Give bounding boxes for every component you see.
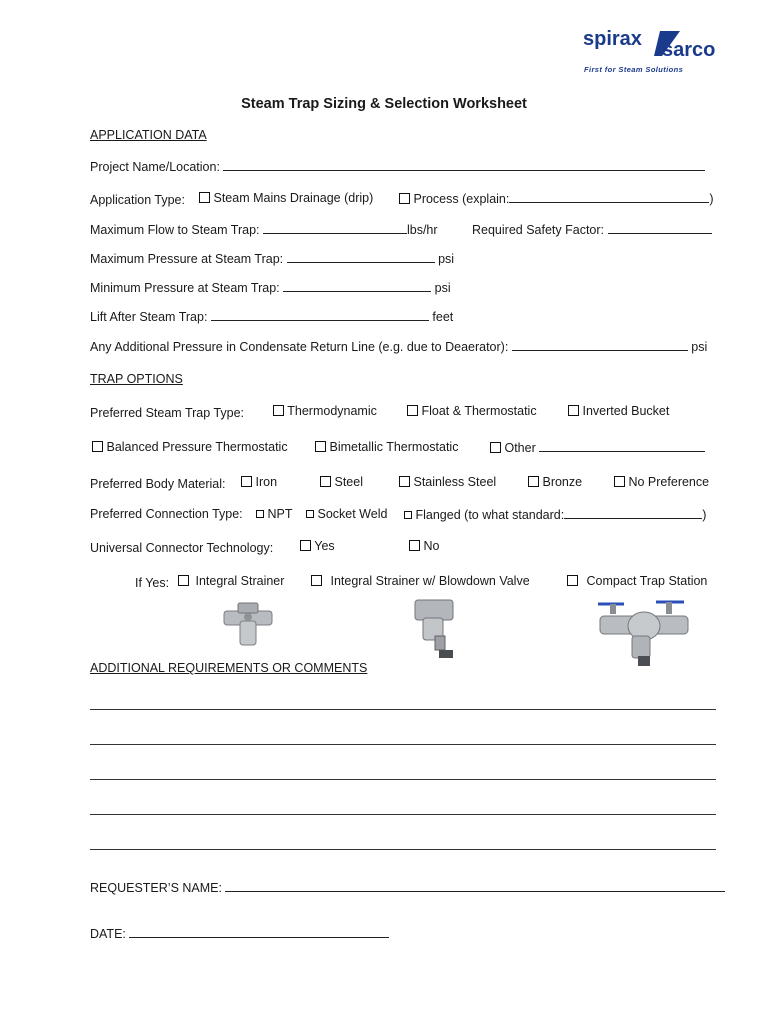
inverted-bucket-checkbox[interactable]: [568, 405, 579, 416]
trap-type-inverted: [568, 403, 669, 419]
max-flow-unit: lbs/hr: [406, 223, 438, 237]
logo-mark: [582, 26, 732, 74]
date-row: [90, 925, 389, 942]
ifyes-blowdown: [311, 573, 530, 589]
application-data-heading: APPLICATION DATA: [90, 128, 207, 142]
conn-socket-weld: [306, 506, 387, 522]
flanged-standard-label: (to what standard:: [464, 508, 565, 522]
uct-no: [409, 538, 439, 554]
requester-field[interactable]: [225, 879, 725, 892]
trap-type-label: Preferred Steam Trap Type:: [90, 406, 245, 420]
compact-station-label: Compact Trap Station: [586, 574, 708, 588]
project-field[interactable]: [223, 158, 705, 171]
logo-word-2: sarco: [662, 39, 716, 61]
project-row: [90, 158, 705, 175]
comments-heading: ADDITIONAL REQUIREMENTS OR COMMENTS: [90, 661, 368, 675]
no-preference-checkbox[interactable]: [614, 476, 625, 487]
bimetallic-checkbox[interactable]: [315, 441, 326, 452]
float-thermostatic-checkbox[interactable]: [407, 405, 418, 416]
thermodynamic-label: Thermodynamic: [287, 404, 377, 418]
float-thermostatic-label: Float & Thermostatic: [421, 404, 537, 418]
mains-option: [199, 190, 373, 206]
process-explain-field[interactable]: [509, 190, 709, 203]
min-pressure-row: [90, 279, 451, 296]
flanged-close-paren: ): [702, 508, 707, 522]
max-pressure-label: Maximum Pressure at Steam Trap:: [90, 252, 284, 266]
socket-weld-checkbox[interactable]: [306, 510, 314, 518]
trap-type-balanced: [92, 439, 288, 455]
application-type-row: [90, 192, 185, 208]
flanged-standard-field[interactable]: [564, 506, 702, 519]
integral-strainer-checkbox[interactable]: [178, 575, 189, 586]
blowdown-checkbox[interactable]: [311, 575, 322, 586]
max-flow-label: Maximum Flow to Steam Trap:: [90, 223, 260, 237]
compact-station-checkbox[interactable]: [567, 575, 578, 586]
body-steel: [320, 474, 363, 490]
body-no-preference: [614, 474, 709, 490]
max-flow-field[interactable]: [263, 221, 407, 234]
comment-line-2[interactable]: [90, 744, 716, 745]
process-label: Process (explain:: [413, 192, 510, 206]
conn-npt: [256, 506, 292, 522]
conn-flanged: [404, 506, 706, 523]
inverted-bucket-label: Inverted Bucket: [582, 404, 670, 418]
safety-factor-label: Required Safety Factor:: [472, 223, 605, 237]
stainless-steel-checkbox[interactable]: [399, 476, 410, 487]
page-title: Steam Trap Sizing & Selection Worksheet: [241, 96, 527, 112]
date-field[interactable]: [129, 925, 389, 938]
uct-no-label: No: [423, 539, 440, 553]
steel-checkbox[interactable]: [320, 476, 331, 487]
flanged-label: Flanged: [415, 508, 461, 522]
if-yes-label: If Yes:: [135, 576, 170, 590]
iron-checkbox[interactable]: [241, 476, 252, 487]
spirax-sarco-logo: [582, 26, 732, 74]
comment-line-5[interactable]: [90, 849, 716, 850]
additional-pressure-row: [90, 338, 707, 355]
iron-label: Iron: [255, 475, 278, 489]
integral-strainer-label: Integral Strainer: [195, 574, 285, 588]
uct-no-checkbox[interactable]: [409, 540, 420, 551]
safety-factor-field[interactable]: [608, 221, 712, 234]
project-label: Project Name/Location:: [90, 160, 220, 174]
bimetallic-label: Bimetallic Thermostatic: [329, 440, 459, 454]
balanced-pressure-label: Balanced Pressure Thermostatic: [106, 440, 288, 454]
date-label: DATE:: [90, 927, 126, 941]
uct-yes-label: Yes: [314, 539, 335, 553]
logo-tagline: First for Steam Solutions: [584, 65, 684, 74]
requester-row: [90, 879, 725, 896]
blowdown-strainer-image: [411, 596, 461, 664]
npt-label: NPT: [267, 507, 293, 521]
npt-checkbox[interactable]: [256, 510, 264, 518]
lift-unit: feet: [432, 310, 454, 324]
uct-yes-checkbox[interactable]: [300, 540, 311, 551]
comment-line-3[interactable]: [90, 779, 716, 780]
bronze-checkbox[interactable]: [528, 476, 539, 487]
body-stainless: [399, 474, 496, 490]
lift-field[interactable]: [211, 308, 429, 321]
thermodynamic-checkbox[interactable]: [273, 405, 284, 416]
max-pressure-field[interactable]: [287, 250, 435, 263]
no-preference-label: No Preference: [628, 475, 710, 489]
body-material-label: Preferred Body Material:: [90, 477, 226, 491]
additional-pressure-field[interactable]: [512, 338, 688, 351]
trap-type-other: [490, 439, 705, 456]
other-label: Other: [504, 441, 536, 455]
bronze-label: Bronze: [542, 475, 583, 489]
body-bronze: [528, 474, 582, 490]
trap-type-bimetallic: [315, 439, 458, 455]
comment-line-1[interactable]: [90, 709, 716, 710]
process-option: [399, 190, 714, 207]
integral-strainer-image: [222, 597, 274, 649]
balanced-pressure-checkbox[interactable]: [92, 441, 103, 452]
max-pressure-row: [90, 250, 454, 267]
additional-pressure-label: Any Additional Pressure in Condensate Return Line (e.g. due to Deaerator):: [90, 340, 509, 354]
flanged-checkbox[interactable]: [404, 511, 412, 519]
connection-type-label: Preferred Connection Type:: [90, 507, 243, 521]
lift-row: [90, 308, 453, 325]
additional-pressure-unit: psi: [691, 340, 708, 354]
comment-line-4[interactable]: [90, 814, 716, 815]
safety-factor-row: [472, 221, 712, 238]
uct-yes: [300, 538, 335, 554]
min-pressure-unit: psi: [434, 281, 451, 295]
logo-word-1: spirax: [583, 28, 642, 50]
application-type-label: Application Type:: [90, 193, 185, 207]
socket-weld-label: Socket Weld: [317, 507, 388, 521]
uct-label: Universal Connector Technology:: [90, 541, 274, 555]
trap-options-heading: TRAP OPTIONS: [90, 372, 183, 386]
mains-label: Steam Mains Drainage (drip): [213, 191, 374, 205]
process-close-paren: ): [709, 192, 714, 206]
body-iron: [241, 474, 277, 490]
blowdown-label: Integral Strainer w/ Blowdown Valve: [330, 574, 530, 588]
compact-trap-station-image: [596, 598, 692, 670]
min-pressure-field[interactable]: [283, 279, 431, 292]
trap-type-thermodynamic: [273, 403, 377, 419]
ifyes-integral-strainer: [178, 573, 284, 589]
min-pressure-label: Minimum Pressure at Steam Trap:: [90, 281, 280, 295]
max-pressure-unit: psi: [438, 252, 455, 266]
process-checkbox[interactable]: [399, 193, 410, 204]
stainless-steel-label: Stainless Steel: [413, 475, 497, 489]
mains-checkbox[interactable]: [199, 192, 210, 203]
trap-type-float: [407, 403, 537, 419]
ifyes-compact-station: [567, 573, 707, 589]
requester-label: REQUESTER’S NAME:: [90, 881, 222, 895]
other-checkbox[interactable]: [490, 442, 501, 453]
lift-label: Lift After Steam Trap:: [90, 310, 208, 324]
steel-label: Steel: [334, 475, 363, 489]
other-field[interactable]: [539, 439, 705, 452]
max-flow-row: [90, 221, 438, 238]
